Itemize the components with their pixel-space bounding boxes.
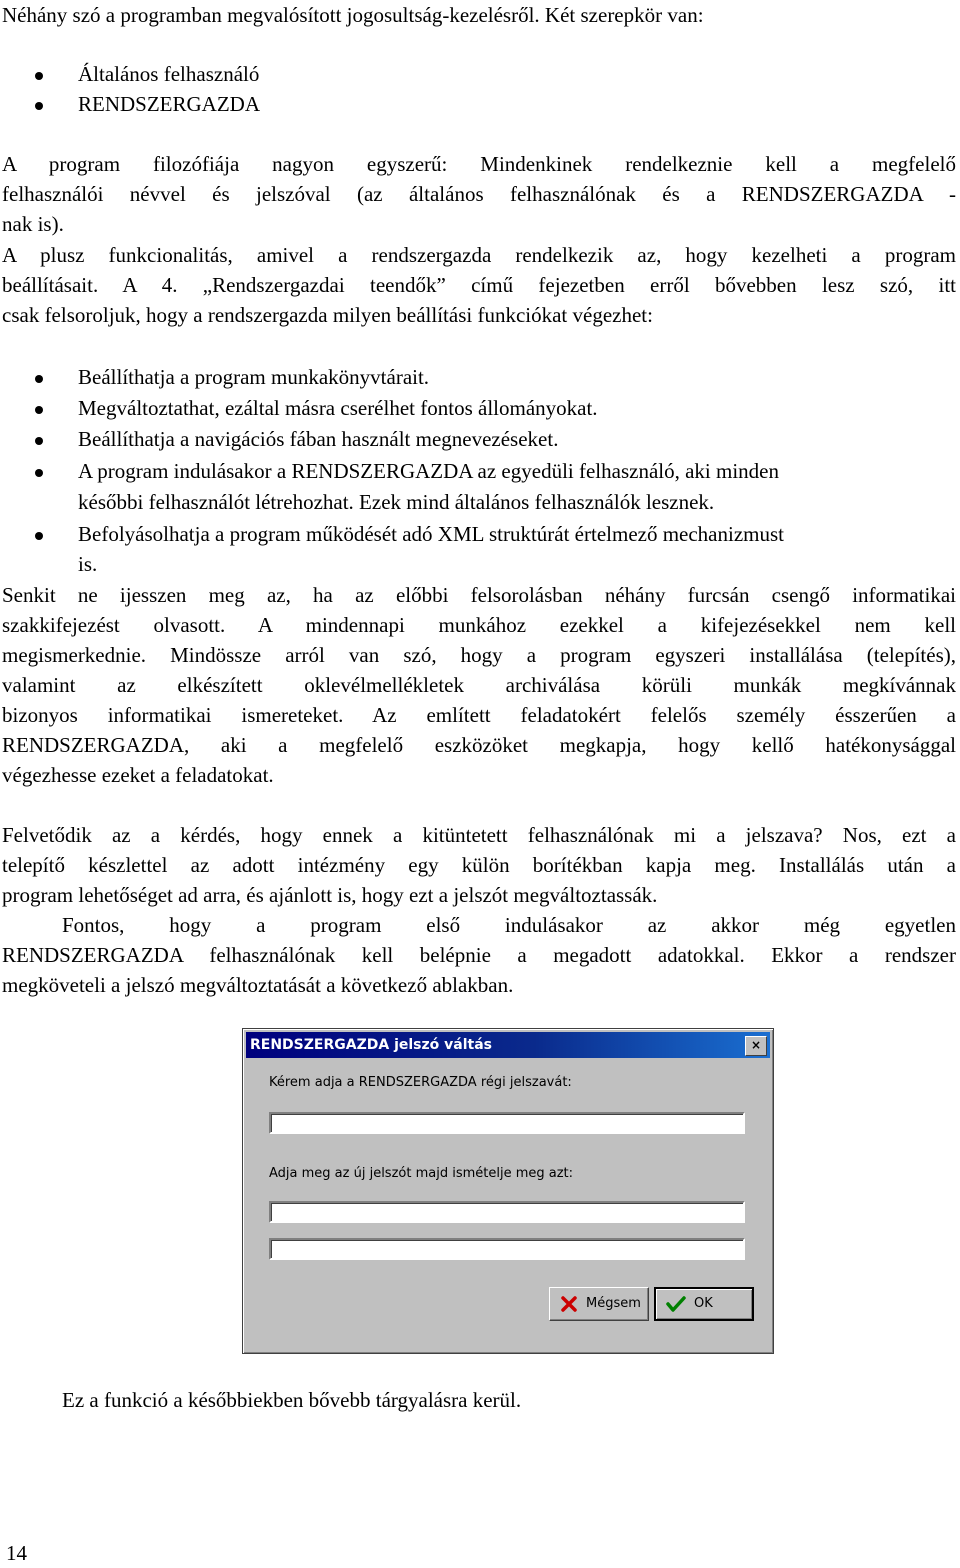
dialog-title: RENDSZERGAZDA jelszó váltás [250,1037,492,1053]
bullet-icon [35,532,43,540]
senkit-line: megismerkednie. Mindössze arról van szó, hogy a program egyszeri installálása (telepítés), [2,643,956,667]
bullet-icon [35,406,43,414]
new-password-label: Adja meg az új jelszót majd ismételje meg azt: [269,1166,574,1181]
dialog-titlebar[interactable] [246,1032,770,1058]
philosophy-line: A program filozófiája nagyon egyszerű: Mindenkinek rendelkeznie kell a megfelelő [2,152,956,176]
x-mark-icon [560,1295,578,1313]
function-item: Befolyásolhatja a program működését adó XML struktúrát értelmező mechanizmust [78,522,785,546]
checkmark-icon [666,1295,686,1313]
close-icon: × [750,1038,762,1052]
function-item: A program indulásakor a RENDSZERGAZDA az egyedüli felhasználó, aki minden [78,459,779,483]
question-line: program lehetőséget ad arra, és ajánlott is, hogy ezt a jelszót megváltoztassák. [2,883,658,907]
close-button[interactable] [745,1036,767,1056]
philosophy-line: nak is). [2,212,64,236]
philosophy-line: felhasználói névvel és jelszóval (az általános felhasználónak és a RENDSZERGAZDA - [2,182,956,206]
function-item: is. [78,552,98,576]
bullet-icon [35,102,43,110]
function-item: Beállíthatja a program munkakönyvtárait. [78,365,430,389]
intro-text: Néhány szó a programban megvalósított jogosultság-kezelésről. Két szerepkör van: [2,3,704,27]
question-line: Felvetődik az a kérdés, hogy ennek a kitüntetett felhasználónak mi a jelszava? Nos, ezt a [2,823,956,847]
old-password-label: Kérem adja a RENDSZERGAZDA régi jelszavát: [269,1075,572,1090]
fontos-line: Fontos, hogy a program első indulásakor az akkor még egyetlen [62,913,956,937]
bullet-icon [35,469,43,477]
function-item: későbbi felhasználót létrehozhat. Ezek mind általános felhasználók lesznek. [78,490,715,514]
senkit-line: végezhesse ezeket a feladatokat. [2,763,274,787]
role-item: RENDSZERGAZDA [78,92,260,116]
plus-line: beállításait. A 4. „Rendszergazdai teendők” című fejezetben erről bővebben lesz szó, itt [2,273,956,297]
ok-label: OK [694,1296,713,1311]
bullet-icon [35,437,43,445]
senkit-line: szakkifejezést olvasott. A mindennapi munkához ezekkel a kifejezésekkel nem kell [2,613,956,637]
fontos-line: megköveteli a jelszó megváltoztatását a következő ablakban. [2,973,514,997]
role-item: Általános felhasználó [78,62,260,86]
password-change-dialog [242,1028,774,1354]
cancel-label: Mégsem [586,1296,641,1311]
function-item: Megváltoztathat, ezáltal másra cserélhet fontos állományokat. [78,396,598,420]
cancel-button[interactable] [549,1287,649,1321]
plus-line: A plusz funkcionalitás, amivel a rendszergazda rendelkezik az, hogy kezelheti a program [2,243,956,267]
bullet-icon [35,72,43,80]
page-number: 14 [6,1541,27,1565]
question-line: telepítő készlettel az adott intézmény egy külön borítékban kapja meg. Installálás után a [2,853,956,877]
confirm-password-input[interactable] [269,1238,745,1260]
senkit-line: RENDSZERGAZDA, aki a megfelelő eszközöket megkapja, hogy kellő hatékonysággal [2,733,956,757]
senkit-line: valamint az elkészített oklevélmellékletek archiválása körüli munkák megkívánnak [2,673,956,697]
outro-text: Ez a funkció a későbbiekben bővebb tárgyalásra kerül. [62,1388,522,1412]
senkit-line: bizonyos informatikai ismereteket. Az említett feladatokért felelős személy ésszerűen a [2,703,956,727]
bullet-icon [35,375,43,383]
new-password-input[interactable] [269,1201,745,1223]
plus-line: csak felsoroljuk, hogy a rendszergazda milyen beállítási funkciókat végezhet: [2,303,653,327]
old-password-input[interactable] [269,1112,745,1134]
function-item: Beállíthatja a navigációs fában használt megnevezéseket. [78,427,559,451]
fontos-line: RENDSZERGAZDA felhasználónak kell belépnie a megadott adatokkal. Ekkor a rendszer [2,943,956,967]
senkit-line: Senkit ne ijesszen meg az, ha az előbbi felsorolásban néhány furcsán csengő informatikai [2,583,956,607]
ok-button[interactable] [654,1287,754,1321]
